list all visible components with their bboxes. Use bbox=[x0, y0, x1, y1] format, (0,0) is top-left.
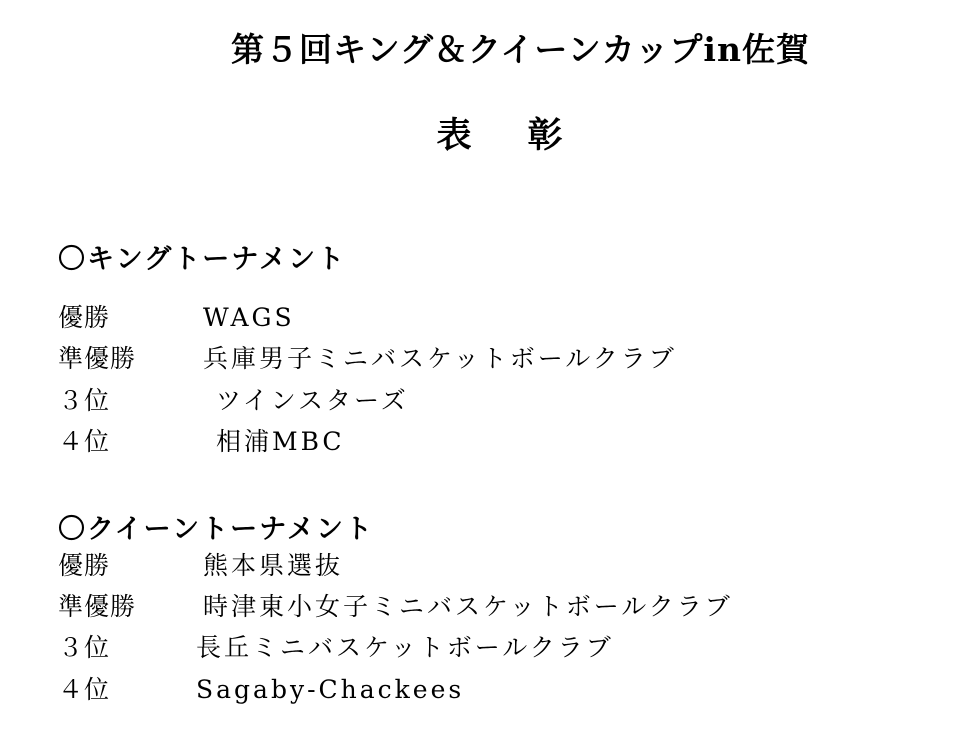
king-team-name: WAGS bbox=[203, 303, 295, 332]
document-title: 第５回キング＆クイーンカップin佐賀 bbox=[231, 30, 810, 69]
queen-team-name: 時津東小女子ミニバスケットボールクラブ bbox=[203, 592, 733, 621]
subtitle-right-char: 彰 bbox=[527, 115, 563, 156]
queen-team-name: Sagaby-Chackees bbox=[196, 675, 465, 704]
queen-place-label: ３位 bbox=[58, 633, 111, 662]
king-team-name: 相浦MBC bbox=[216, 427, 345, 456]
subtitle-left-char: 表 bbox=[436, 115, 472, 156]
king-place-label: ３位 bbox=[58, 386, 111, 415]
queen-tournament-heading: 〇クイーントーナメント bbox=[58, 514, 375, 545]
document-subtitle bbox=[0, 108, 959, 158]
queen-place-label: 準優勝 bbox=[58, 592, 137, 621]
king-place-label: 準優勝 bbox=[58, 344, 137, 373]
king-place-label: 優勝 bbox=[58, 303, 111, 332]
king-place-label: ４位 bbox=[58, 427, 111, 456]
queen-place-label: 優勝 bbox=[58, 551, 111, 580]
king-team-name: 兵庫男子ミニバスケットボールクラブ bbox=[203, 344, 677, 373]
queen-team-name: 熊本県選抜 bbox=[203, 551, 344, 580]
queen-place-label: ４位 bbox=[58, 675, 111, 704]
king-team-name: ツインスターズ bbox=[216, 386, 409, 415]
queen-team-name: 長丘ミニバスケットボールクラブ bbox=[196, 633, 614, 662]
king-tournament-heading: 〇キングトーナメント bbox=[58, 244, 347, 275]
